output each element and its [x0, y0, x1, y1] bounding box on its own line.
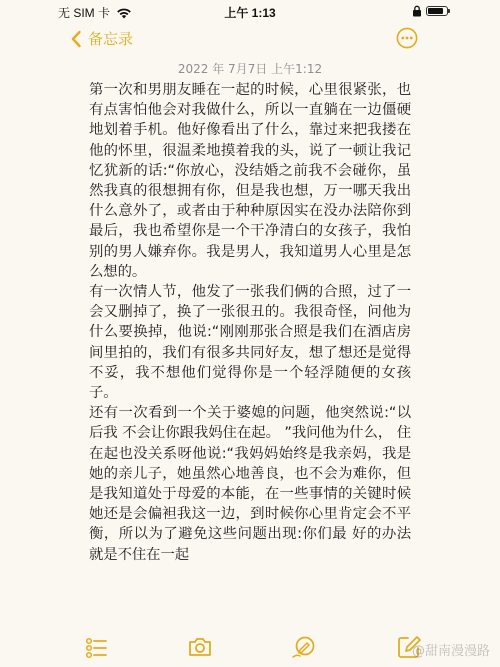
status-bar	[0, 0, 500, 24]
battery-fill	[428, 8, 443, 14]
note-date: 2022 年 7月7日 上午1:12	[177, 62, 323, 76]
more-options-icon[interactable]	[396, 27, 418, 49]
camera-icon[interactable]	[187, 634, 213, 660]
watermark: @甜南漫漫路	[412, 644, 491, 659]
markup-pen-icon[interactable]	[291, 634, 317, 660]
note-body[interactable]	[89, 80, 411, 620]
status-time: 上午 1:13	[224, 6, 276, 20]
status-right	[412, 5, 448, 17]
back-label: 备忘录	[88, 30, 134, 48]
nav-bar	[0, 24, 500, 56]
note-paragraph: 还有一次看到一个关于婆媳的问题，他突然说:“以后我 不会让你跟我妈住在起。 ”我问他为什么， 住在起也没关系呀他说:“我妈妈始终是我亲妈，我是她的亲儿子，她虽然心地善良，也不会为难你，但是我知道处于母爱的本能，在一些事情的关键时候她还是会偏袒我这一边，到时候你心里肯定会不平衡，所以为了避免这些问题出现:你们最 好的办法就是不住在一起	[89, 405, 411, 563]
carrier-label: 无 SIM 卡	[58, 6, 111, 20]
battery-icon	[426, 6, 448, 16]
checklist-icon[interactable]	[84, 634, 110, 660]
back-button[interactable]	[70, 28, 133, 49]
orientation-lock-icon	[412, 5, 422, 17]
chevron-left-icon	[70, 30, 82, 48]
note-paragraph: 有一次情人节，他发了一张我们俩的合照，过了一会又删掉了，换了一张很丑的。我很奇怪，问他为什么要换掉，他说:“刚刚那张合照是我们在酒店房间里拍的，我们有很多共同好友，想了想还是觉得不妥，我不想他们觉得你是一个轻浮随便的女孩子。	[89, 284, 411, 402]
note-paragraph: 第一次和男朋友睡在一起的时候，心里很紧张，也有点害怕他会对我做什么，所以一直躺在一边僵硬地划着手机。他好像看出了什么，靠过来把我搂在他的怀里，很温柔地摸着我的头，说了一顿让我记忆犹新的话:“你放心，没结婚之前我不会碰你，虽然我真的很想拥有你，但是我也想，万一哪天我出什么意外了，或者由于种种原因实在没办法陪你到最后，我也希望你是一个干净清白的女孩子，我怕别的男人嫌弃你。我是男人，我知道男人心里是怎么想的。	[89, 82, 411, 280]
